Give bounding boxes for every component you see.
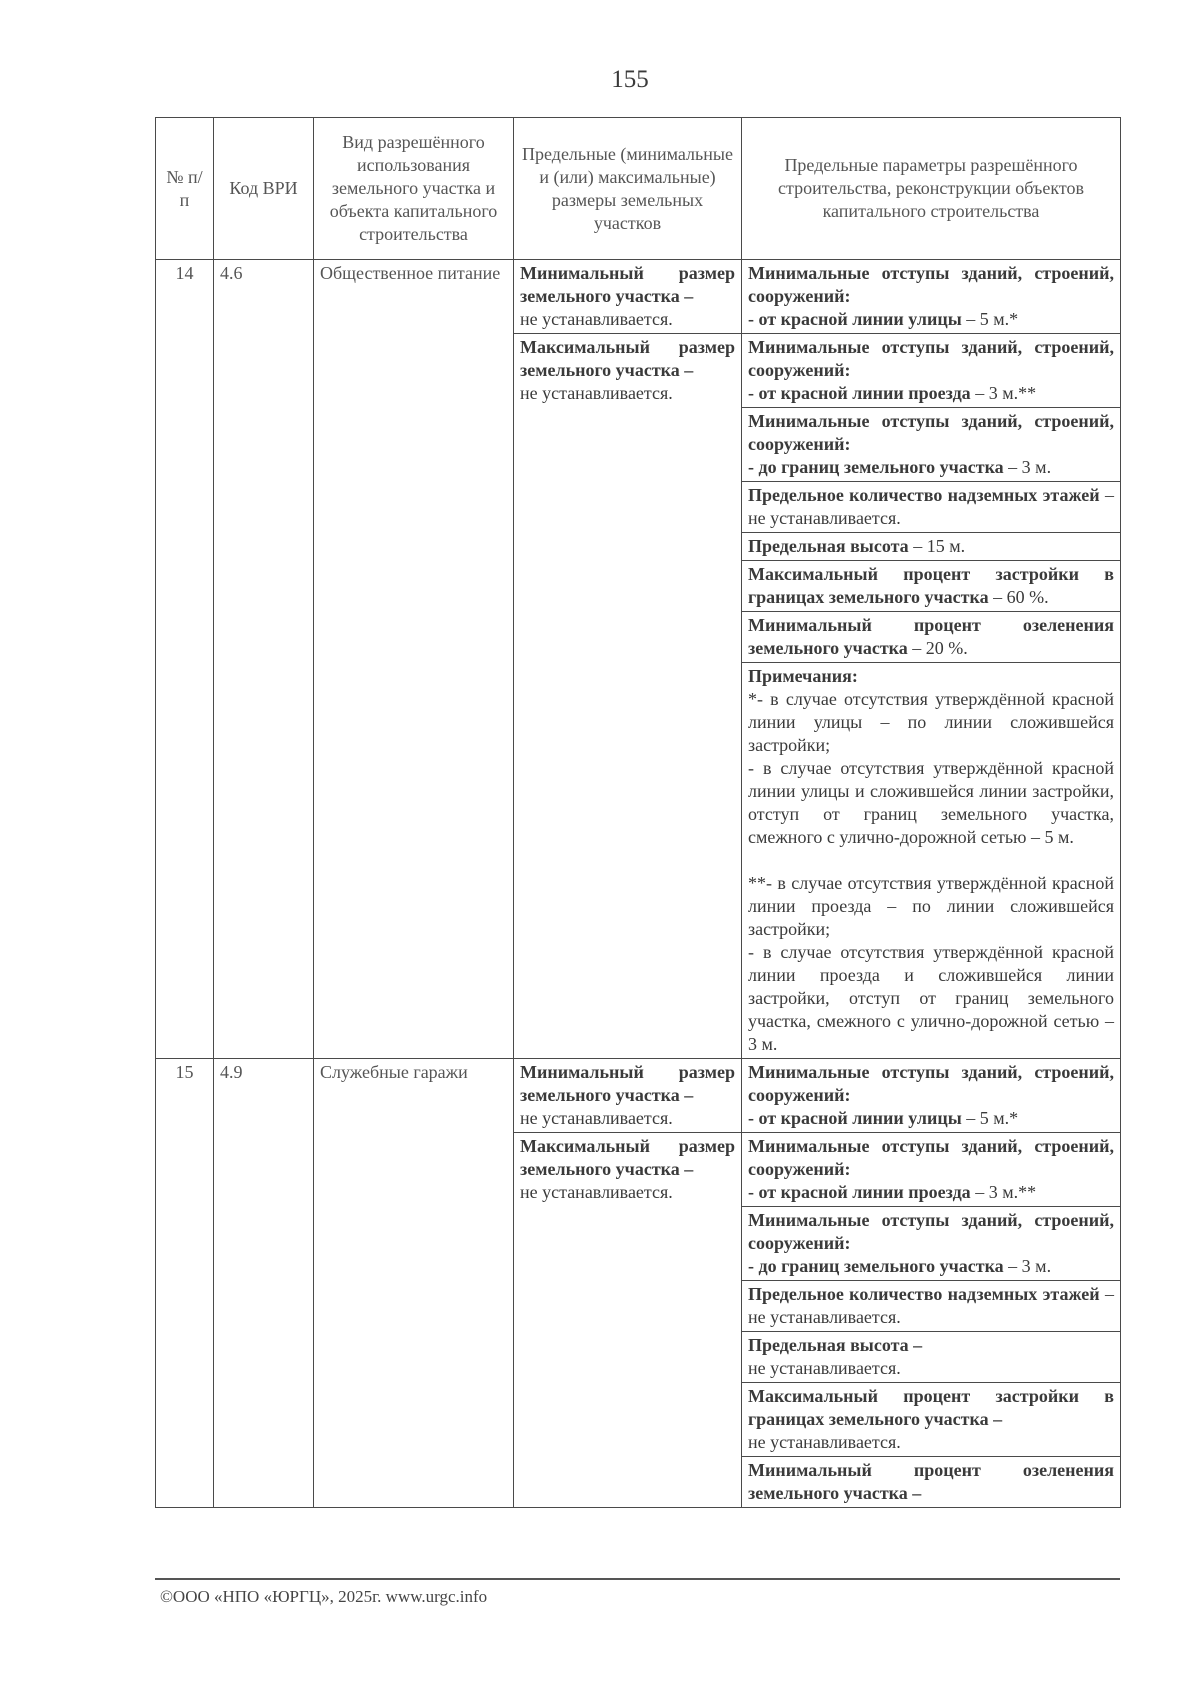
zoning-table: [155, 117, 1121, 1508]
param-value: – 20 %.: [907, 638, 968, 658]
param-value: не устанавливается.: [748, 1358, 901, 1378]
param-bold: Предельная высота –: [748, 1335, 923, 1355]
max-size-title: Максимальный размер земельного участка –: [520, 1136, 735, 1179]
param-greenery: [742, 1457, 1121, 1508]
param-bold: - до границ земельного участка: [748, 1256, 1004, 1276]
param-title: Минимальные отступы зданий, строений, сооружений:: [748, 1136, 1114, 1179]
min-size-value: не устанавливается.: [520, 1108, 673, 1128]
header-code: Код ВРИ: [214, 118, 314, 260]
param-value: – 3 м.**: [970, 1182, 1037, 1202]
max-size-cell: [514, 334, 742, 1059]
param-setback-street: [742, 260, 1121, 334]
page-number: 155: [611, 66, 649, 93]
param-bold: Максимальный процент застройки в границах земельного участка: [748, 564, 1114, 607]
min-size-value: не устанавливается.: [520, 309, 673, 329]
param-value: – 60 %.: [988, 587, 1049, 607]
row-code: 4.6: [214, 260, 314, 1059]
param-title: Минимальные отступы зданий, строений, сооружений:: [748, 1210, 1114, 1253]
max-size-title: Максимальный размер земельного участка –: [520, 337, 735, 380]
param-setback-boundary: [742, 408, 1121, 482]
header-sizes: Предельные (минимальные и (или) максимальные) размеры земельных участков: [514, 118, 742, 260]
header-kind: Вид разрешённого использования земельного участка и объекта капитального строительства: [314, 118, 514, 260]
param-title: Минимальные отступы зданий, строений, сооружений:: [748, 1062, 1114, 1105]
note-item: *- в случае отсутствия утверждённой красной линии улицы – по линии сложившейся застройки;: [748, 689, 1114, 755]
param-floors: [742, 1281, 1121, 1332]
max-size-value: не устанавливается.: [520, 1182, 673, 1202]
param-value: не устанавливается.: [748, 1432, 901, 1452]
min-size-title: Минимальный размер земельного участка –: [520, 263, 735, 306]
param-coverage: [742, 1383, 1121, 1457]
param-coverage: [742, 561, 1121, 612]
param-floors: [742, 482, 1121, 533]
min-size-cell: [514, 260, 742, 334]
min-size-title: Минимальный размер земельного участка –: [520, 1062, 735, 1105]
param-value: – 15 м.: [908, 536, 966, 556]
max-size-value: не устанавливается.: [520, 383, 673, 403]
notes-spacer: [748, 849, 1114, 872]
row-kind: Служебные гаражи: [314, 1059, 514, 1508]
notes-title: Примечания:: [748, 666, 858, 686]
note-item: **- в случае отсутствия утверждённой красной линии проезда – по линии сложившейся застройки;: [748, 873, 1114, 939]
row-code: 4.9: [214, 1059, 314, 1508]
header-num: № п/п: [156, 118, 214, 260]
param-bold: Минимальный процент озеленения земельного участка: [748, 615, 1114, 658]
table-row: [156, 260, 1121, 334]
param-height: [742, 1332, 1121, 1383]
param-title: Минимальные отступы зданий, строений, сооружений:: [748, 411, 1114, 454]
param-title: Минимальные отступы зданий, строений, сооружений:: [748, 337, 1114, 380]
notes-cell: [742, 663, 1121, 1059]
param-setback-passage: [742, 334, 1121, 408]
min-size-cell: [514, 1059, 742, 1133]
param-bold: Предельное количество надземных этажей: [748, 1284, 1100, 1304]
param-value: – 5 м.*: [961, 1108, 1019, 1128]
param-bold: - от красной линии улицы: [748, 1108, 962, 1128]
table-header-row: [156, 118, 1121, 260]
note-item: - в случае отсутствия утверждённой красной линии улицы и сложившейся линии застройки, отступ от границ земельного участка, смежного с улично-дорожной сетью – 5 м.: [748, 758, 1114, 847]
header-params: Предельные параметры разрешённого строительства, реконструкции объектов капитального строительства: [742, 118, 1121, 260]
param-bold: Минимальный процент озеленения земельного участка –: [748, 1460, 1114, 1503]
param-bold: - до границ земельного участка: [748, 457, 1004, 477]
param-greenery: [742, 612, 1121, 663]
param-bold: Предельное количество надземных этажей: [748, 485, 1100, 505]
footer-divider: [155, 1578, 1120, 1580]
table-row: [156, 1059, 1121, 1133]
row-kind: Общественное питание: [314, 260, 514, 1059]
param-setback-passage: [742, 1133, 1121, 1207]
param-setback-street: [742, 1059, 1121, 1133]
note-item: - в случае отсутствия утверждённой красной линии проезда и сложившейся линии застройки, отступ от границ земельного участка, смежного с улично-дорожной сетью – 3 м.: [748, 942, 1114, 1054]
param-bold: Максимальный процент застройки в границах земельного участка –: [748, 1386, 1114, 1429]
param-value: – 3 м.: [1003, 1256, 1052, 1276]
max-size-cell: [514, 1133, 742, 1508]
param-value: – не устанавливается.: [748, 1284, 1114, 1327]
param-bold: - от красной линии проезда: [748, 383, 971, 403]
param-value: – 5 м.*: [961, 309, 1019, 329]
param-bold: Предельная высота: [748, 536, 909, 556]
row-num: 14: [156, 260, 214, 1059]
param-bold: - от красной линии улицы: [748, 309, 962, 329]
param-height: [742, 533, 1121, 561]
param-bold: - от красной линии проезда: [748, 1182, 971, 1202]
param-value: – 3 м.: [1003, 457, 1052, 477]
param-setback-boundary: [742, 1207, 1121, 1281]
row-num: 15: [156, 1059, 214, 1508]
param-value: – 3 м.**: [970, 383, 1037, 403]
footer-copyright: ©ООО «НПО «ЮРГЦ», 2025г. www.urgc.info: [160, 1587, 488, 1606]
param-title: Минимальные отступы зданий, строений, сооружений:: [748, 263, 1114, 306]
param-value: – не устанавливается.: [748, 485, 1114, 528]
